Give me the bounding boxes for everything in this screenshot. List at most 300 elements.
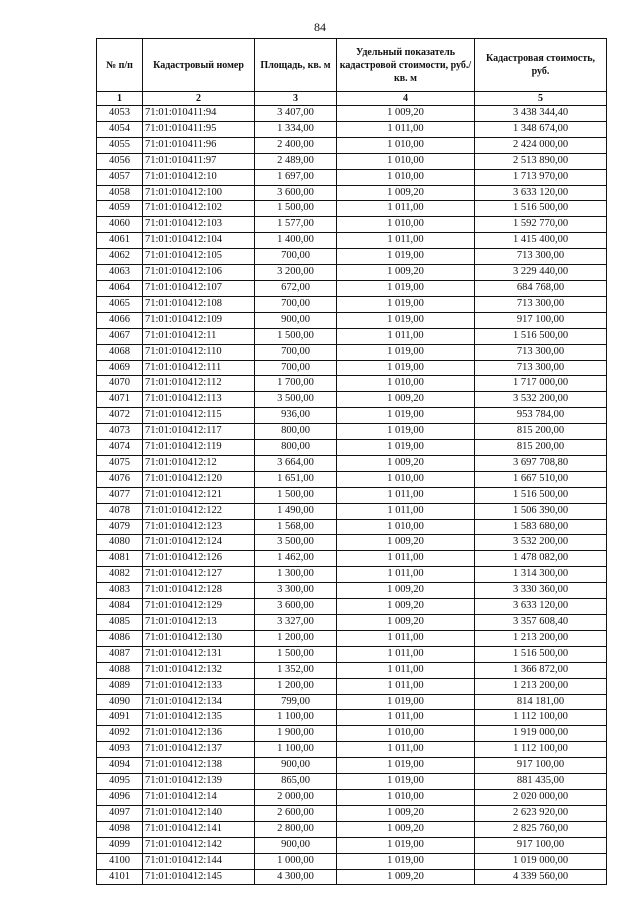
- cadastral-number: 71:01:010412:126: [143, 551, 255, 567]
- area: 3 600,00: [255, 599, 337, 615]
- unit-value: 1 010,00: [337, 519, 475, 535]
- area: 700,00: [255, 344, 337, 360]
- area: 900,00: [255, 312, 337, 328]
- cadastral-value: 713 300,00: [475, 296, 607, 312]
- row-number: 4066: [97, 312, 143, 328]
- cadastral-value: 1 478 082,00: [475, 551, 607, 567]
- cadastral-number: 71:01:010411:95: [143, 121, 255, 137]
- cadastral-number: 71:01:010412:142: [143, 837, 255, 853]
- cadastral-value: 684 768,00: [475, 280, 607, 296]
- table-row: [97, 408, 607, 424]
- row-number: 4056: [97, 153, 143, 169]
- cadastral-value: 2 424 000,00: [475, 137, 607, 153]
- area: 1 700,00: [255, 376, 337, 392]
- table-row: [97, 726, 607, 742]
- unit-value: 1 011,00: [337, 630, 475, 646]
- cadastral-value: 1 213 200,00: [475, 630, 607, 646]
- row-number: 4070: [97, 376, 143, 392]
- cadastral-value: 1 112 100,00: [475, 742, 607, 758]
- row-number: 4058: [97, 185, 143, 201]
- area: 936,00: [255, 408, 337, 424]
- cadastral-value: 713 300,00: [475, 344, 607, 360]
- cadastral-value: 917 100,00: [475, 758, 607, 774]
- unit-value: 1 011,00: [337, 121, 475, 137]
- cadastral-number: 71:01:010412:141: [143, 821, 255, 837]
- cadastral-value: 3 697 708,80: [475, 455, 607, 471]
- cadastral-number: 71:01:010412:105: [143, 249, 255, 265]
- cadastral-value: 3 633 120,00: [475, 185, 607, 201]
- cadastral-value: 2 623 920,00: [475, 805, 607, 821]
- table-row: [97, 774, 607, 790]
- cadastral-value: 3 633 120,00: [475, 599, 607, 615]
- area: 1 490,00: [255, 503, 337, 519]
- table-row: [97, 106, 607, 122]
- row-number: 4057: [97, 169, 143, 185]
- unit-value: 1 010,00: [337, 153, 475, 169]
- cadastral-number: 71:01:010412:120: [143, 471, 255, 487]
- unit-value: 1 009,20: [337, 265, 475, 281]
- cadastral-value: 1 213 200,00: [475, 678, 607, 694]
- table-row: [97, 233, 607, 249]
- cadastral-number: 71:01:010412:108: [143, 296, 255, 312]
- cadastral-number: 71:01:010412:106: [143, 265, 255, 281]
- column-number: 5: [475, 92, 607, 106]
- table-row: [97, 519, 607, 535]
- cadastral-value: 1 516 500,00: [475, 201, 607, 217]
- header-row: [97, 39, 607, 92]
- cadastral-value: 3 438 344,40: [475, 106, 607, 122]
- cadastral-number: 71:01:010412:14: [143, 789, 255, 805]
- cadastral-number: 71:01:010412:131: [143, 646, 255, 662]
- cadastral-value: 1 667 510,00: [475, 471, 607, 487]
- unit-value: 1 011,00: [337, 710, 475, 726]
- table-row: [97, 758, 607, 774]
- row-number: 4071: [97, 392, 143, 408]
- unit-value: 1 010,00: [337, 376, 475, 392]
- area: 1 400,00: [255, 233, 337, 249]
- cadastral-number: 71:01:010412:138: [143, 758, 255, 774]
- cadastral-value: 3 532 200,00: [475, 392, 607, 408]
- area: 1 100,00: [255, 710, 337, 726]
- table-row: [97, 678, 607, 694]
- row-number: 4083: [97, 583, 143, 599]
- area: 1 462,00: [255, 551, 337, 567]
- cadastral-number: 71:01:010412:130: [143, 630, 255, 646]
- header-cadastral-value: Кадастровая стоимость, руб.: [475, 39, 607, 92]
- cadastral-value: 4 339 560,00: [475, 869, 607, 885]
- row-number: 4062: [97, 249, 143, 265]
- cadastral-value: 1 516 500,00: [475, 646, 607, 662]
- cadastral-value: 2 513 890,00: [475, 153, 607, 169]
- row-number: 4090: [97, 694, 143, 710]
- unit-value: 1 009,20: [337, 185, 475, 201]
- cadastral-number: 71:01:010412:144: [143, 853, 255, 869]
- cadastral-number: 71:01:010412:11: [143, 328, 255, 344]
- cadastral-value: 1 592 770,00: [475, 217, 607, 233]
- unit-value: 1 019,00: [337, 853, 475, 869]
- table-row: [97, 185, 607, 201]
- table-row: [97, 392, 607, 408]
- row-number: 4072: [97, 408, 143, 424]
- cadastral-number: 71:01:010412:110: [143, 344, 255, 360]
- table-row: [97, 121, 607, 137]
- cadastral-value: 953 784,00: [475, 408, 607, 424]
- unit-value: 1 010,00: [337, 726, 475, 742]
- unit-value: 1 011,00: [337, 503, 475, 519]
- table-row: [97, 583, 607, 599]
- row-number: 4063: [97, 265, 143, 281]
- cadastral-value: 917 100,00: [475, 312, 607, 328]
- area: 1 697,00: [255, 169, 337, 185]
- table-row: [97, 821, 607, 837]
- cadastral-number: 71:01:010412:103: [143, 217, 255, 233]
- table-row: [97, 312, 607, 328]
- row-number: 4097: [97, 805, 143, 821]
- table-row: [97, 567, 607, 583]
- cadastral-number: 71:01:010412:112: [143, 376, 255, 392]
- row-number: 4089: [97, 678, 143, 694]
- table-row: [97, 280, 607, 296]
- cadastral-number: 71:01:010412:128: [143, 583, 255, 599]
- row-number: 4073: [97, 424, 143, 440]
- area: 1 300,00: [255, 567, 337, 583]
- row-number: 4082: [97, 567, 143, 583]
- row-number: 4061: [97, 233, 143, 249]
- cadastral-number: 71:01:010412:115: [143, 408, 255, 424]
- table-row: [97, 789, 607, 805]
- row-number: 4059: [97, 201, 143, 217]
- unit-value: 1 011,00: [337, 567, 475, 583]
- area: 2 400,00: [255, 137, 337, 153]
- row-number: 4092: [97, 726, 143, 742]
- row-number: 4064: [97, 280, 143, 296]
- table-row: [97, 360, 607, 376]
- row-number: 4088: [97, 662, 143, 678]
- header-number: № п/п: [97, 39, 143, 92]
- area: 700,00: [255, 296, 337, 312]
- area: 3 664,00: [255, 455, 337, 471]
- table-row: [97, 837, 607, 853]
- area: 1 100,00: [255, 742, 337, 758]
- unit-value: 1 019,00: [337, 694, 475, 710]
- cadastral-number: 71:01:010412:107: [143, 280, 255, 296]
- table-row: [97, 662, 607, 678]
- table-row: [97, 487, 607, 503]
- table-row: [97, 440, 607, 456]
- unit-value: 1 010,00: [337, 217, 475, 233]
- cadastral-number: 71:01:010412:127: [143, 567, 255, 583]
- area: 2 000,00: [255, 789, 337, 805]
- area: 799,00: [255, 694, 337, 710]
- row-number: 4091: [97, 710, 143, 726]
- unit-value: 1 009,20: [337, 615, 475, 631]
- row-number: 4094: [97, 758, 143, 774]
- table-row: [97, 328, 607, 344]
- table-row: [97, 471, 607, 487]
- cadastral-number: 71:01:010411:96: [143, 137, 255, 153]
- area: 3 600,00: [255, 185, 337, 201]
- table-row: [97, 742, 607, 758]
- cadastral-value: 3 229 440,00: [475, 265, 607, 281]
- cadastral-value: 3 330 360,00: [475, 583, 607, 599]
- cadastral-value: 3 357 608,40: [475, 615, 607, 631]
- cadastral-value: 2 825 760,00: [475, 821, 607, 837]
- unit-value: 1 010,00: [337, 169, 475, 185]
- cadastral-number: 71:01:010412:111: [143, 360, 255, 376]
- area: 1 352,00: [255, 662, 337, 678]
- header-cadastral-number: Кадастровый номер: [143, 39, 255, 92]
- row-number: 4099: [97, 837, 143, 853]
- row-number: 4053: [97, 106, 143, 122]
- row-number: 4080: [97, 535, 143, 551]
- area: 3 500,00: [255, 535, 337, 551]
- area: 3 300,00: [255, 583, 337, 599]
- table-body: [97, 106, 607, 885]
- table-row: [97, 599, 607, 615]
- area: 1 651,00: [255, 471, 337, 487]
- row-number: 4074: [97, 440, 143, 456]
- cadastral-value: 2 020 000,00: [475, 789, 607, 805]
- cadastral-value: 815 200,00: [475, 424, 607, 440]
- table-row: [97, 710, 607, 726]
- cadastral-value: 713 300,00: [475, 360, 607, 376]
- area: 800,00: [255, 424, 337, 440]
- area: 1 200,00: [255, 630, 337, 646]
- area: 3 407,00: [255, 106, 337, 122]
- unit-value: 1 009,20: [337, 869, 475, 885]
- unit-value: 1 019,00: [337, 249, 475, 265]
- unit-value: 1 019,00: [337, 312, 475, 328]
- unit-value: 1 011,00: [337, 662, 475, 678]
- row-number: 4081: [97, 551, 143, 567]
- unit-value: 1 011,00: [337, 678, 475, 694]
- column-number: 2: [143, 92, 255, 106]
- cadastral-value: 1 112 100,00: [475, 710, 607, 726]
- cadastral-number: 71:01:010412:102: [143, 201, 255, 217]
- unit-value: 1 019,00: [337, 440, 475, 456]
- row-number: 4055: [97, 137, 143, 153]
- area: 900,00: [255, 758, 337, 774]
- row-number: 4078: [97, 503, 143, 519]
- unit-value: 1 009,20: [337, 535, 475, 551]
- row-number: 4054: [97, 121, 143, 137]
- row-number: 4093: [97, 742, 143, 758]
- cadastral-number: 71:01:010412:124: [143, 535, 255, 551]
- table-row: [97, 376, 607, 392]
- table-row: [97, 630, 607, 646]
- unit-value: 1 011,00: [337, 551, 475, 567]
- unit-value: 1 019,00: [337, 837, 475, 853]
- cadastral-number: 71:01:010411:97: [143, 153, 255, 169]
- cadastral-number: 71:01:010412:137: [143, 742, 255, 758]
- cadastral-number: 71:01:010412:13: [143, 615, 255, 631]
- unit-value: 1 011,00: [337, 201, 475, 217]
- unit-value: 1 011,00: [337, 487, 475, 503]
- column-number: 1: [97, 92, 143, 106]
- cadastral-number: 71:01:010412:117: [143, 424, 255, 440]
- area: 3 200,00: [255, 265, 337, 281]
- unit-value: 1 019,00: [337, 280, 475, 296]
- unit-value: 1 010,00: [337, 137, 475, 153]
- cadastral-number: 71:01:010412:140: [143, 805, 255, 821]
- unit-value: 1 019,00: [337, 758, 475, 774]
- area: 700,00: [255, 249, 337, 265]
- header-unit-value: Удельный показатель кадастровой стоимости, руб./кв. м: [337, 39, 475, 92]
- unit-value: 1 010,00: [337, 789, 475, 805]
- table-row: [97, 217, 607, 233]
- cadastral-number: 71:01:010412:132: [143, 662, 255, 678]
- unit-value: 1 011,00: [337, 646, 475, 662]
- cadastral-value: 3 532 200,00: [475, 535, 607, 551]
- row-number: 4068: [97, 344, 143, 360]
- cadastral-number: 71:01:010412:134: [143, 694, 255, 710]
- unit-value: 1 019,00: [337, 774, 475, 790]
- cadastral-value: 1 314 300,00: [475, 567, 607, 583]
- unit-value: 1 019,00: [337, 424, 475, 440]
- table-row: [97, 853, 607, 869]
- unit-value: 1 011,00: [337, 742, 475, 758]
- cadastral-value: 1 516 500,00: [475, 487, 607, 503]
- cadastral-value: 1 919 000,00: [475, 726, 607, 742]
- table-row: [97, 615, 607, 631]
- cadastral-value: 1 415 400,00: [475, 233, 607, 249]
- row-number: 4085: [97, 615, 143, 631]
- cadastral-value: 1 019 000,00: [475, 853, 607, 869]
- area: 865,00: [255, 774, 337, 790]
- area: 1 500,00: [255, 487, 337, 503]
- area: 2 800,00: [255, 821, 337, 837]
- table-row: [97, 503, 607, 519]
- row-number: 4076: [97, 471, 143, 487]
- cadastral-number: 71:01:010412:10: [143, 169, 255, 185]
- column-number: 4: [337, 92, 475, 106]
- column-number-row: [97, 92, 607, 106]
- table-row: [97, 344, 607, 360]
- row-number: 4077: [97, 487, 143, 503]
- area: 1 900,00: [255, 726, 337, 742]
- cadastral-number: 71:01:010412:133: [143, 678, 255, 694]
- table-row: [97, 805, 607, 821]
- area: 1 334,00: [255, 121, 337, 137]
- table-row: [97, 296, 607, 312]
- row-number: 4100: [97, 853, 143, 869]
- table-row: [97, 694, 607, 710]
- unit-value: 1 009,20: [337, 455, 475, 471]
- row-number: 4095: [97, 774, 143, 790]
- cadastral-number: 71:01:010412:104: [143, 233, 255, 249]
- area: 672,00: [255, 280, 337, 296]
- cadastral-number: 71:01:010412:121: [143, 487, 255, 503]
- cadastral-number: 71:01:010412:136: [143, 726, 255, 742]
- table-row: [97, 646, 607, 662]
- row-number: 4065: [97, 296, 143, 312]
- cadastral-value: 1 717 000,00: [475, 376, 607, 392]
- column-number: 3: [255, 92, 337, 106]
- cadastral-number: 71:01:010412:139: [143, 774, 255, 790]
- area: 1 500,00: [255, 328, 337, 344]
- unit-value: 1 009,20: [337, 106, 475, 122]
- row-number: 4075: [97, 455, 143, 471]
- row-number: 4087: [97, 646, 143, 662]
- cadastral-number: 71:01:010412:135: [143, 710, 255, 726]
- table-row: [97, 249, 607, 265]
- unit-value: 1 019,00: [337, 360, 475, 376]
- cadastral-number: 71:01:010412:109: [143, 312, 255, 328]
- unit-value: 1 010,00: [337, 471, 475, 487]
- table-row: [97, 455, 607, 471]
- unit-value: 1 019,00: [337, 296, 475, 312]
- area: 800,00: [255, 440, 337, 456]
- unit-value: 1 019,00: [337, 408, 475, 424]
- table-row: [97, 169, 607, 185]
- unit-value: 1 009,20: [337, 805, 475, 821]
- area: 4 300,00: [255, 869, 337, 885]
- cadastral-value: 1 506 390,00: [475, 503, 607, 519]
- area: 1 500,00: [255, 201, 337, 217]
- cadastral-number: 71:01:010412:123: [143, 519, 255, 535]
- row-number: 4067: [97, 328, 143, 344]
- cadastral-value: 1 366 872,00: [475, 662, 607, 678]
- table-row: [97, 201, 607, 217]
- area: 2 489,00: [255, 153, 337, 169]
- table-row: [97, 535, 607, 551]
- area: 700,00: [255, 360, 337, 376]
- unit-value: 1 019,00: [337, 344, 475, 360]
- row-number: 4060: [97, 217, 143, 233]
- area: 3 327,00: [255, 615, 337, 631]
- cadastral-table: [96, 38, 607, 885]
- cadastral-value: 713 300,00: [475, 249, 607, 265]
- cadastral-value: 1 583 680,00: [475, 519, 607, 535]
- row-number: 4098: [97, 821, 143, 837]
- unit-value: 1 011,00: [337, 328, 475, 344]
- unit-value: 1 009,20: [337, 599, 475, 615]
- area: 1 000,00: [255, 853, 337, 869]
- area: 3 500,00: [255, 392, 337, 408]
- area: 1 568,00: [255, 519, 337, 535]
- cadastral-number: 71:01:010412:100: [143, 185, 255, 201]
- area: 2 600,00: [255, 805, 337, 821]
- cadastral-number: 71:01:010412:122: [143, 503, 255, 519]
- area: 900,00: [255, 837, 337, 853]
- cadastral-number: 71:01:010412:119: [143, 440, 255, 456]
- cadastral-number: 71:01:010412:129: [143, 599, 255, 615]
- area: 1 577,00: [255, 217, 337, 233]
- cadastral-value: 881 435,00: [475, 774, 607, 790]
- cadastral-value: 815 200,00: [475, 440, 607, 456]
- header-area: Площадь, кв. м: [255, 39, 337, 92]
- row-number: 4101: [97, 869, 143, 885]
- cadastral-number: 71:01:010412:113: [143, 392, 255, 408]
- page-number: 84: [314, 20, 326, 34]
- cadastral-value: 917 100,00: [475, 837, 607, 853]
- table-row: [97, 551, 607, 567]
- area: 1 500,00: [255, 646, 337, 662]
- table-row: [97, 424, 607, 440]
- unit-value: 1 011,00: [337, 233, 475, 249]
- cadastral-value: 1 713 970,00: [475, 169, 607, 185]
- unit-value: 1 009,20: [337, 583, 475, 599]
- cadastral-value: 1 348 674,00: [475, 121, 607, 137]
- cadastral-number: 71:01:010411:94: [143, 106, 255, 122]
- cadastral-number: 71:01:010412:145: [143, 869, 255, 885]
- table-row: [97, 869, 607, 885]
- cadastral-value: 814 181,00: [475, 694, 607, 710]
- row-number: 4069: [97, 360, 143, 376]
- table-row: [97, 137, 607, 153]
- unit-value: 1 009,20: [337, 821, 475, 837]
- table-row: [97, 265, 607, 281]
